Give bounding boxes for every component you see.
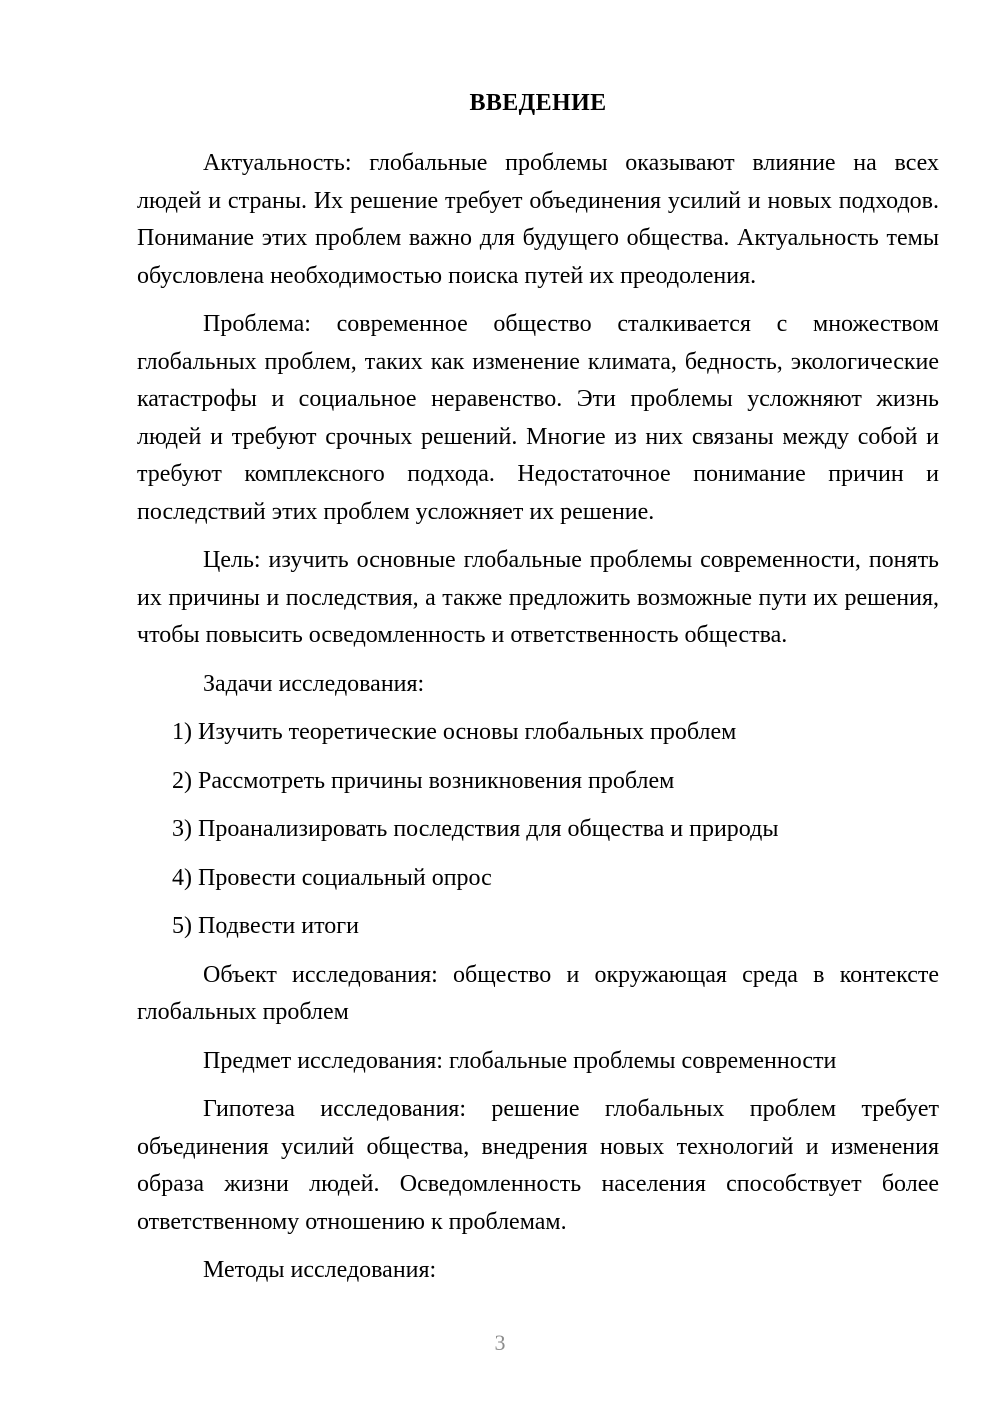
- list-item-label: Провести социальный опрос: [198, 864, 492, 891]
- list-item: [137, 714, 939, 752]
- list-item-marker: 2): [172, 767, 192, 794]
- list-item: [137, 908, 939, 946]
- list-item-marker: 1): [172, 719, 192, 746]
- list-item-label: Подвести итоги: [198, 913, 359, 940]
- list-item-label: Рассмотреть причины возникновения проблем: [198, 767, 675, 794]
- paragraph-object: Объект исследования: общество и окружающая среда в контексте глобальных проблем: [137, 961, 939, 1026]
- page-title: ВВЕДЕНИЕ: [469, 90, 607, 116]
- tasks-heading: Задачи исследования:: [203, 670, 425, 697]
- page-number: 3: [494, 1330, 506, 1355]
- paragraph-goal: Цель: изучить основные глобальные проблемы современности, понять их причины и последствия, а также предложить возможные пути их решения, чтобы повысить осведомленность и ответственность общества.: [137, 547, 939, 649]
- paragraph-subject: Предмет исследования: глобальные проблемы современности: [203, 1047, 837, 1074]
- list-item-label: Изучить теоретические основы глобальных проблем: [198, 719, 737, 746]
- list-item: [137, 860, 939, 898]
- paragraph-problem: Проблема: современное общество сталкивается с множеством глобальных проблем, таких как изменение климата, бедность, экологические катастрофы и социальное неравенство. Эти проблемы усложняют жизнь людей и требуют срочных решений. Многие из них связаны между собой и требуют комплексного подхода. Недостаточное понимание причин и последствий этих проблем усложняет их решение.: [137, 311, 939, 525]
- list-item-marker: 3): [172, 816, 192, 843]
- list-item-marker: 5): [172, 913, 192, 940]
- methods-heading: Методы исследования:: [203, 1257, 437, 1284]
- paragraph-relevance: Актуальность: глобальные проблемы оказывают влияние на всех людей и страны. Их решение требует объединения усилий и новых подходов. Понимание этих проблем важно для будущего общества. Актуальность темы обусловлена необходимостью поиска путей их преодоления.: [137, 150, 939, 289]
- list-item-label: Проанализировать последствия для общества и природы: [198, 816, 779, 843]
- tasks-list: [137, 714, 939, 946]
- document-content: [137, 88, 939, 1290]
- list-item: [137, 763, 939, 801]
- list-item: [137, 811, 939, 849]
- list-item-marker: 4): [172, 864, 192, 891]
- paragraph-hypothesis: Гипотеза исследования: решение глобальных проблем требует объединения усилий общества, внедрения новых технологий и изменения образа жизни людей. Осведомленность населения способствует более ответственному отношению к проблемам.: [137, 1096, 939, 1235]
